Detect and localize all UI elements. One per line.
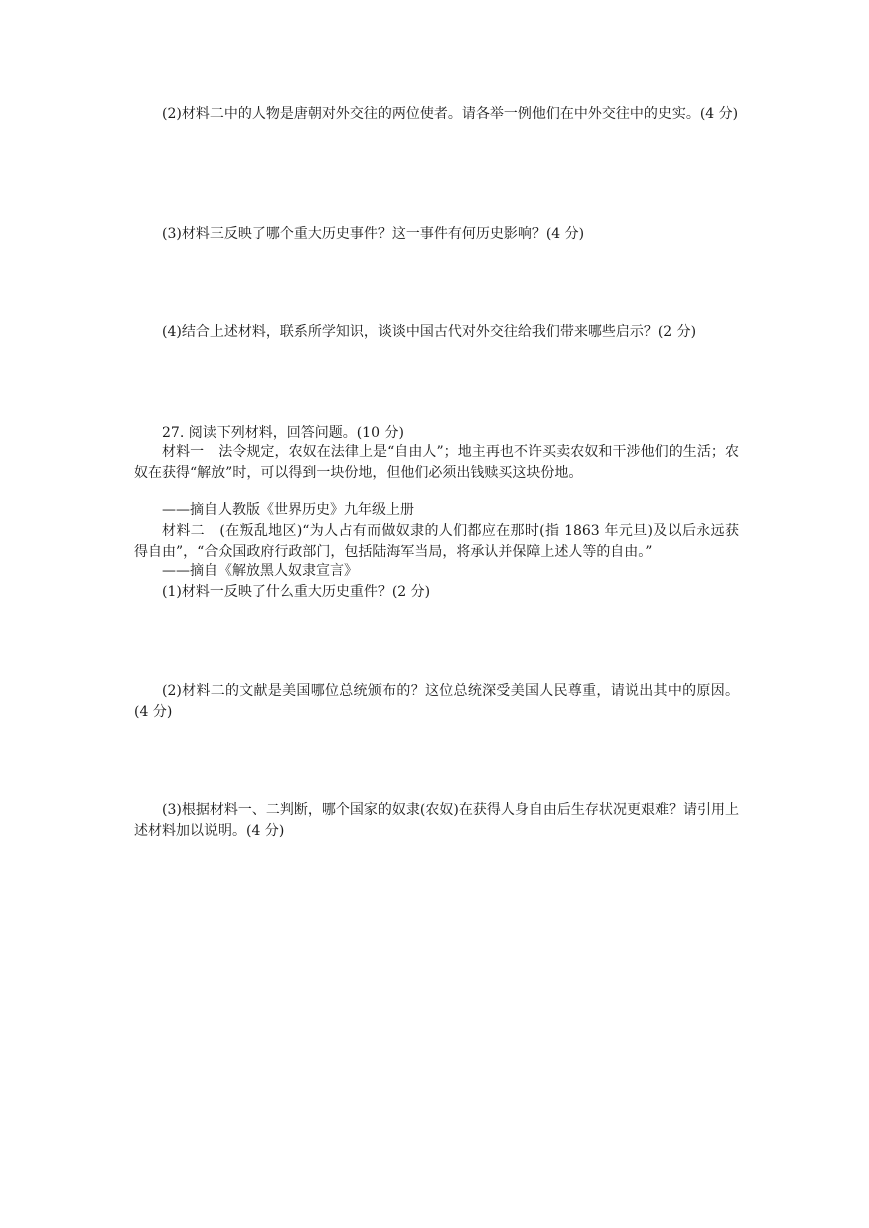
q27-material2: 材料二 (在叛乱地区)“为人占有而做奴隶的人们都应在那时(指 1863 年元旦)及以后永远获得自由”，“合众国政府行政部门，包括陆海军当局，将承认并保障上述人等的自由。” — [134, 523, 739, 560]
q26-sub4-question: (4)结合上述材料，联系所学知识，谈谈中国古代对外交往给我们带来哪些启示？(2 分) — [162, 324, 697, 340]
q27-sub1-question: (1)材料一反映了什么重大历史重件？(2 分) — [162, 584, 431, 600]
q27-sub3-question: (3)根据材料一、二判断，哪个国家的奴隶(农奴)在获得人身自由后生存状况更艰难？请引用上述材料加以说明。(4 分) — [134, 802, 739, 839]
q27-heading: 27. 阅读下列材料，回答问题。(10 分) — [162, 425, 404, 441]
q27-material1: 材料一 法令规定，农奴在法律上是“自由人”；地主再也不许买卖农奴和干涉他们的生活；农奴在获得“解放”时，可以得到一块份地，但他们必须出钱赎买这块份地。 — [134, 444, 739, 481]
q27-material2-source: ——摘自《解放黑人奴隶宣言》 — [162, 563, 358, 579]
q27-material1-source: ——摘自人教版《世界历史》九年级上册 — [162, 502, 414, 518]
q27-sub2-question: (2)材料二的文献是美国哪位总统颁布的？这位总统深受美国人民尊重，请说出其中的原因。(4 分) — [134, 683, 739, 720]
q26-sub3-question: (3)材料三反映了哪个重大历史事件？这一事件有何历史影响？(4 分) — [162, 226, 585, 242]
q26-sub2-question: (2)材料二中的人物是唐朝对外交往的两位使者。请各举一例他们在中外交往中的史实。(4 分) — [162, 106, 739, 122]
